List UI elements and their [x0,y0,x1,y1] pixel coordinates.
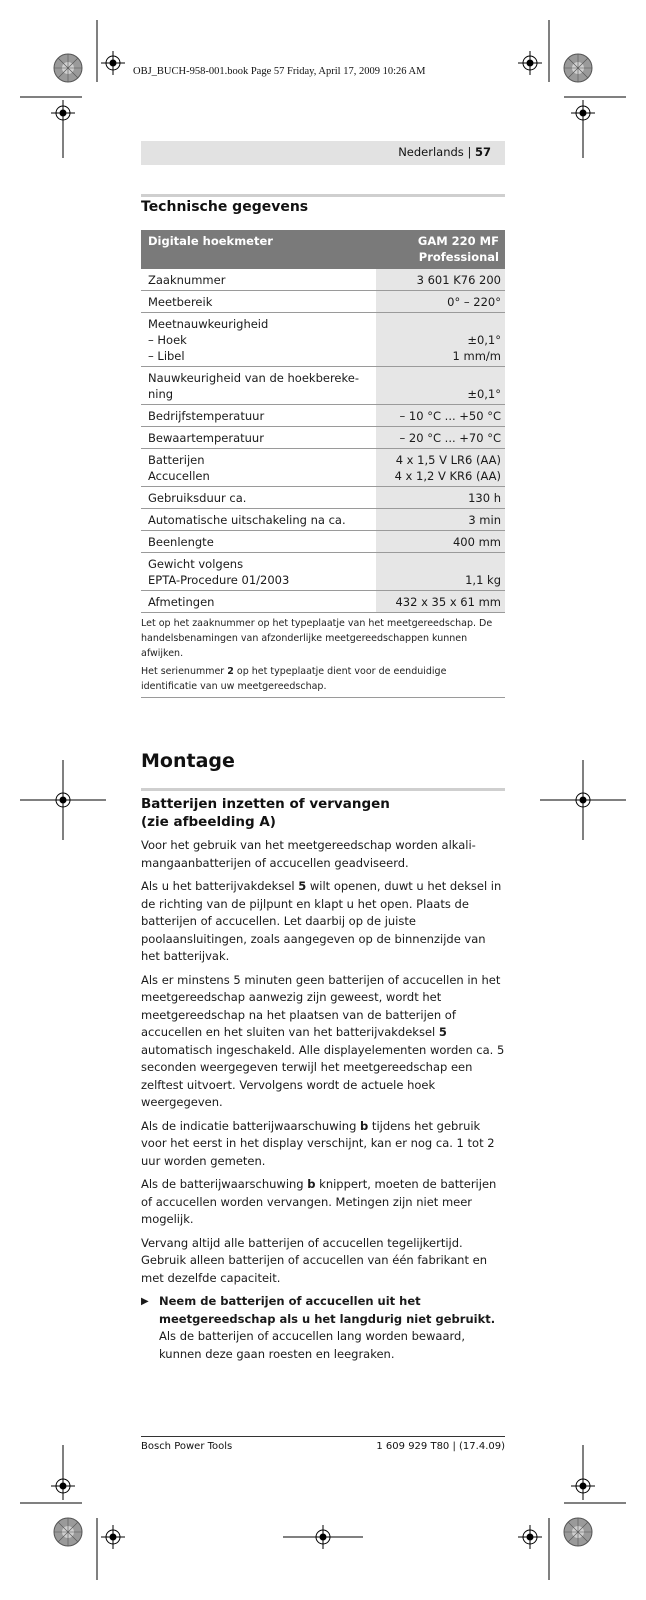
registration-star-icon [54,54,82,82]
specs-row [141,427,505,449]
specs-note: Het serienummer 2 op het typeplaatje dient voor de eenduidige identificatie van uw meetgereedschap. [141,666,447,692]
paragraph: Voor het gebruik van het meetgereedschap worden alkali-mangaanbatterijen of accucellen geadviseerd. [141,838,476,870]
specs-row [141,509,505,531]
model-name: GAM 220 MF [417,234,499,248]
registration-mark-icon [101,1525,125,1549]
specs-label: Bedrijfstemperatuur [141,405,376,427]
paragraph: Als u het batterijvakdeksel 5 wilt openen, duwt u het deksel in de richting van de pijlpunt en klapt u het open. Plaats de batterijen of accucellen. Let daarbij op de juiste poolaansluitingen, zoals aangegeven op de binnenzijde van het batterijvak. [141,879,502,963]
footer-doc-number: 1 609 929 T80 | (17.4.09) [376,1441,505,1452]
specs-row [141,291,505,313]
specs-label: Bewaartemperatuur [141,427,376,449]
montage-body [141,795,505,1369]
specs-row [141,405,505,427]
registration-mark-icon [518,51,542,75]
section-title: Technische gegevens [141,199,309,215]
paragraph: Als de batterijwaarschuwing b knippert, moeten de batterijen of accucellen worden vervangen. Metingen zijn niet meer mogelijk. [141,1177,497,1226]
specs-row [141,553,505,591]
specs-row [141,487,505,509]
specs-header-model [376,230,505,269]
specs-value: ±0,1° [376,367,505,405]
section-rule [141,788,505,791]
paragraph: Als de indicatie batterijwaarschuwing b tijdens het gebruik voor het eerst in het display verschijnt, kan er nog ca. 1 tot 2 uur worden gemeten. [141,1118,495,1168]
specs-label: Gewicht volgens EPTA-Procedure 01/2003 [141,553,376,591]
subsection-title: Batterijen inzetten of vervangen (zie afbeelding A) [141,796,390,830]
specs-label: Zaaknummer [141,269,376,291]
page-header-band [141,141,505,165]
specs-value: 432 x 35 x 61 mm [376,591,505,613]
specs-value: 0° – 220° [376,291,505,313]
footer-rule [141,1436,505,1437]
specs-label: Meetnauwkeurigheid – Hoek – Libel [141,313,376,367]
model-line: Professional [418,250,499,264]
specs-table [141,230,505,613]
page-number: 57 [474,145,491,159]
specs-label: Automatische uitschakeling na ca. [141,509,376,531]
specs-note: Let op het zaaknummer op het typeplaatje van het meetgereedschap. De handelsbenamingen van afzonderlijke meetgereedschappen kunnen afwijken. [141,618,493,659]
specs-value: ±0,1° 1 mm/m [376,313,505,367]
specs-row [141,531,505,553]
specs-value: 130 h [376,487,505,509]
specs-label: Gebruiksduur ca. [141,487,376,509]
specs-notes [141,616,505,698]
specs-value: 400 mm [376,531,505,553]
specs-body [141,269,505,613]
registration-mark-icon [101,51,125,75]
paragraph: Vervang altijd alle batterijen of accucellen tegelijkertijd. Gebruik alleen batterijen of accucellen van één fabrikant en met dezelfde capaciteit. [141,1235,487,1285]
specs-label: Batterijen Accucellen [141,449,376,487]
specs-row [141,367,505,405]
footer-publisher: Bosch Power Tools [141,1441,233,1452]
specs-table-wrapper [141,230,505,698]
specs-label: Afmetingen [141,591,376,613]
chapter-title: Montage [141,750,235,772]
specs-label: Beenlengte [141,531,376,553]
page-language: Nederlands | [398,145,475,159]
section-rule [141,194,505,197]
specs-value: – 20 °C ... +70 °C [376,427,505,449]
book-file-header: OBJ_BUCH-958-001.book Page 57 Friday, April 17, 2009 10:26 AM [133,66,426,77]
specs-value: 3 min [376,509,505,531]
specs-row [141,313,505,367]
specs-row [141,269,505,291]
specs-row [141,449,505,487]
bullet-arrow-icon: ▶ [141,1296,149,1307]
registration-star-icon [54,1518,82,1546]
specs-label: Nauwkeurigheid van de hoekbereke- ning [141,367,376,405]
specs-row [141,591,505,613]
registration-mark-icon [518,1525,542,1549]
specs-value: 4 x 1,5 V LR6 (AA) 4 x 1,2 V KR6 (AA) [376,449,505,487]
specs-value: 1,1 kg [376,553,505,591]
registration-star-icon [564,1518,592,1546]
registration-star-icon [564,54,592,82]
warning-bullet: ▶ Neem de batterijen of accucellen uit het meetgereedschap als u het langdurig niet gebruikt. Als de batterijen of accucellen lang worden bewaard, kunnen deze gaan roesten en leegraken. [141,1294,496,1361]
specs-value: – 10 °C ... +50 °C [376,405,505,427]
specs-value: 3 601 K76 200 [376,269,505,291]
specs-header-row [141,230,505,269]
paragraph: Als er minstens 5 minuten geen batterijen of accucellen in het meetgereedschap aanwezig zijn geweest, wordt het meetgereedschap na het plaatsen van de batterijen of accucellen en het sluiten van het batterijvakdeksel 5 automatisch ingeschakeld. Alle displayelementen worden ca. 5 seconden weergegeven terwijl het meetgereedschap een zelftest uitvoert. Vervolgens wordt de actuele hoek weergegeven. [141,972,505,1109]
specs-header-product: Digitale hoekmeter [141,230,376,269]
specs-label: Meetbereik [141,291,376,313]
